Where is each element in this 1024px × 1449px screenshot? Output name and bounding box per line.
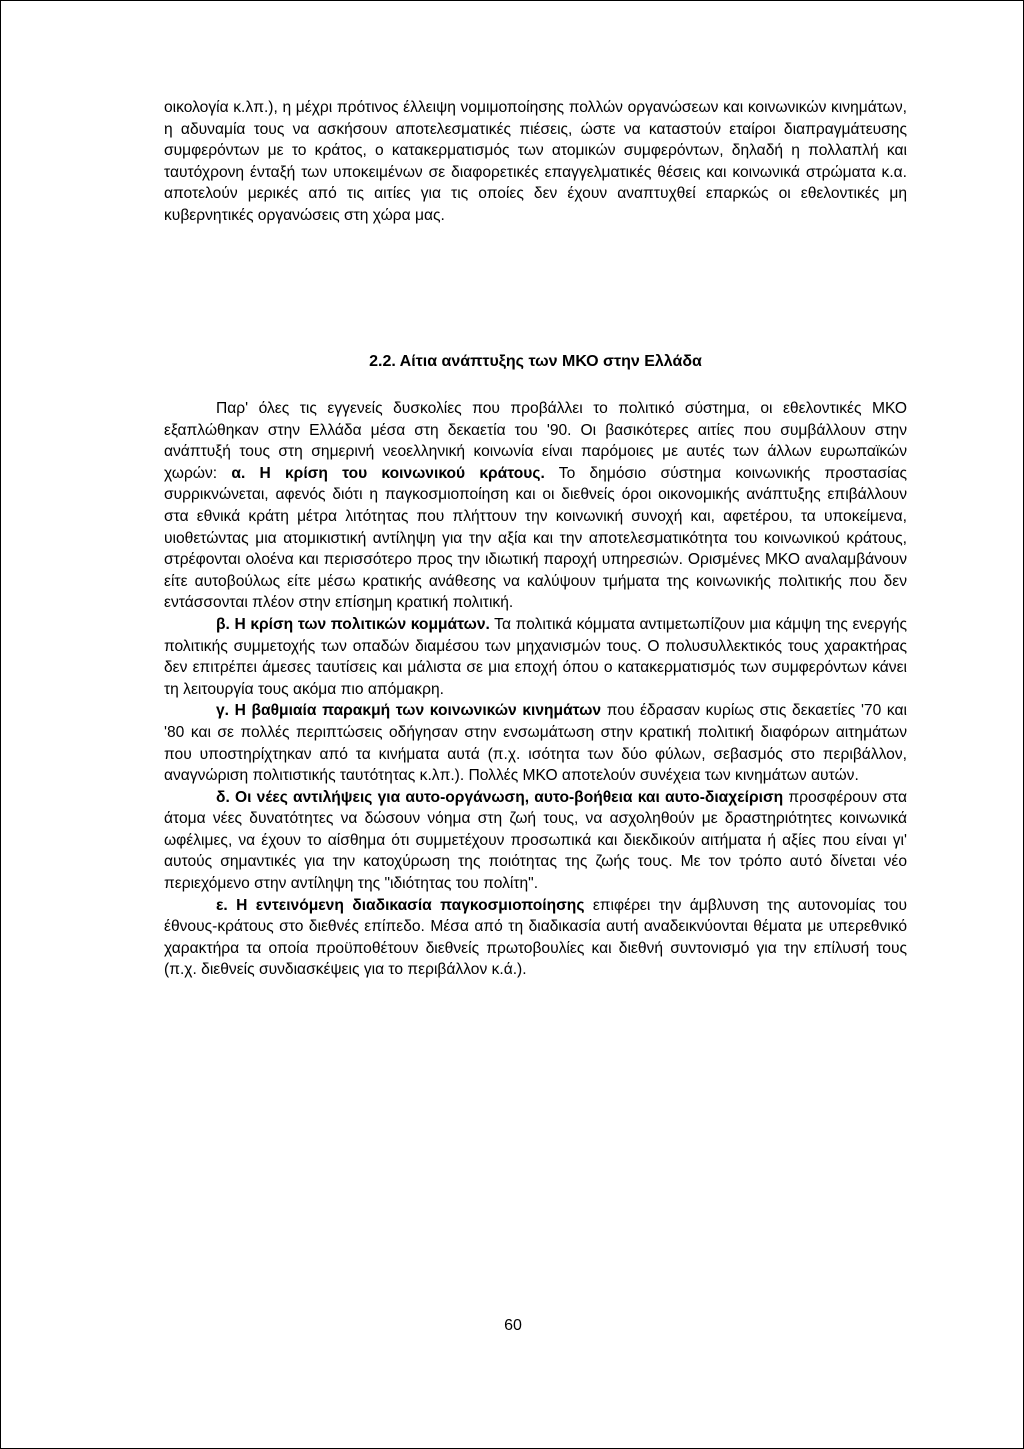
page-number: 60 bbox=[504, 1317, 522, 1334]
cause-e-title: ε. Η εντεινόμενη διαδικασία παγκοσμιοποίησης bbox=[216, 896, 585, 914]
cause-d-title: δ. Οι νέες αντιλήψεις για αυτο-οργάνωση, αυτο-βοήθεια και αυτο-διαχείριση bbox=[216, 788, 784, 806]
cause-a-text: Το δημόσιο σύστημα κοινωνικής προστασίας συρρικνώνεται, αφενός διότι η παγκοσμιοποίηση και οι διεθνείς όροι οικονομικής ανάπτυξης επιβάλλουν στα εθνικά κράτη μέτρα λιτότητας που πλήττουν την κοινωνική συνοχή και, αφετέρου, τα υποκείμενα, υιοθετώντας μια ατομικιστική αντίληψη για την αξία και την αποτελεσματικότητα του κοινωνικού κράτους, στρέφονται ολοένα και περισσότερο προς την ιδιωτική παροχή υπηρεσιών. Ορισμένες ΜΚΟ αναλαμβάνουν είτε αυτοβούλως είτε μέσω κρατικής ανάθεσης να καλύψουν τμήματα της κοινωνικής πολιτικής που δεν εντάσσονται πλέον στην επίσημη κρατική πολιτική. bbox=[164, 464, 908, 612]
causes-intro-text: Παρ' όλες τις εγγενείς δυσκολίες που προβάλλει το πολιτικό σύστημα, οι εθελοντικές ΜΚΟ εξαπλώθηκαν στην Ελλάδα μέσα στη δεκαετία του '90. Οι βασικότερες αιτίες που συμβάλλουν στην ανάπτυξή τους στη σημερινή νεοελληνική κοινωνία είναι παρόμοιες με αυτές των άλλων ευρωπαϊκών χωρών: bbox=[164, 400, 907, 482]
intro-paragraph: οικολογία κ.λπ.), η μέχρι πρότινος έλλειψη νομιμοποίησης πολλών οργανώσεων και κοινωνικών κινημάτων, η αδυναμία τους να ασκήσουν αποτελεσματικές πιέσεις, ώστε να καταστούν εταίροι διαπραγμάτευσης συμφερόντων με το κράτος, ο κατακερματισμός των ατομικών συμφερόντων, δηλαδή η πολλαπλή και ταυτόχρονη ένταξή των υποκειμένων σε διαφορετικές επαγγελματικές θέσεις και κοινωνικά στρώματα κ.α. αποτελούν μερικές από τις αιτίες για τις οποίες δεν έχουν αναπτυχθεί επαρκώς οι εθελοντικές μη κυβερνητικές οργανώσεις στη χώρα μας. bbox=[164, 99, 907, 224]
cause-d-text: προσφέρουν στα άτομα νέες δυνατότητες να δώσουν νόημα στη ζωή τους, να ασχοληθούν με δραστηριότητες κοινωνικά ωφέλιμες, να έχουν το αίσθημα ότι συμμετέχουν προσωπικά και διεκδικούν αιτήματα ή αξίες που είναι γι' αυτούς σημαντικές για την κατοχύρωση της ποιότητας της ζωής τους. Με τον τρόπο αυτό δίνεται νέο περιεχόμενο στην αντίληψη της "ιδιότητας του πολίτη". bbox=[164, 788, 907, 893]
cause-e-text: επιφέρει την άμβλυνση της αυτονομίας του έθνους-κράτους στο διεθνές επίπεδο. Μέσα από τη διαδικασία αυτή αναδεικνύονται θέματα με υπερεθνικό χαρακτήρα τα οποία προϋποθέτουν διεθνείς πρωτοβουλίες και διεθνή συντονισμό για την επίλυσή τους (π.χ. διεθνείς συνδιασκέψεις για το περιβάλλον κ.ά.). bbox=[164, 896, 907, 979]
cause-c-text: που έδρασαν κυρίως στις δεκαετίες '70 και '80 και σε πολλές περιπτώσεις οδήγησαν στην ενσωμάτωση στην κρατική πολιτική διαφόρων αιτημάτων που υποστηρίχτηκαν από τα κινήματα αυτά (π.χ. ισότητα των δύο φύλων, σεβασμός στο περιβάλλον, αναγνώριση πολιτιστικής ταυτότητας κ.λπ.). Πολλές ΜΚΟ αποτελούν συνέχεια των κινημάτων αυτών. bbox=[164, 702, 907, 785]
cause-b-title: β. Η κρίση των πολιτικών κομμάτων. bbox=[216, 615, 490, 633]
section-heading: 2.2. Αίτια ανάπτυξης των ΜΚΟ στην Ελλάδα bbox=[369, 353, 702, 370]
cause-b-text: Τα πολιτικά κόμματα αντιμετωπίζουν μια κάμψη της ενεργής πολιτικής συμμετοχής των οπαδών διαμέσου των μηχανισμών τους. Ο πολυσυλλεκτικός τους χαρακτήρας δεν επιτρέπει άμεσες ταυτίσεις και μάλιστα σε μια εποχή όπου ο κατακερματισμός των συμφερόντων κάνει τη λειτουργία τους ακόμα πιο απόμακρη. bbox=[164, 615, 907, 698]
causes-paragraph bbox=[164, 398, 907, 981]
cause-c-title: γ. Η βαθμιαία παρακμή των κοινωνικών κινημάτων bbox=[216, 702, 602, 720]
cause-a-title: α. Η κρίση του κοινωνικού κράτους. bbox=[231, 464, 545, 482]
